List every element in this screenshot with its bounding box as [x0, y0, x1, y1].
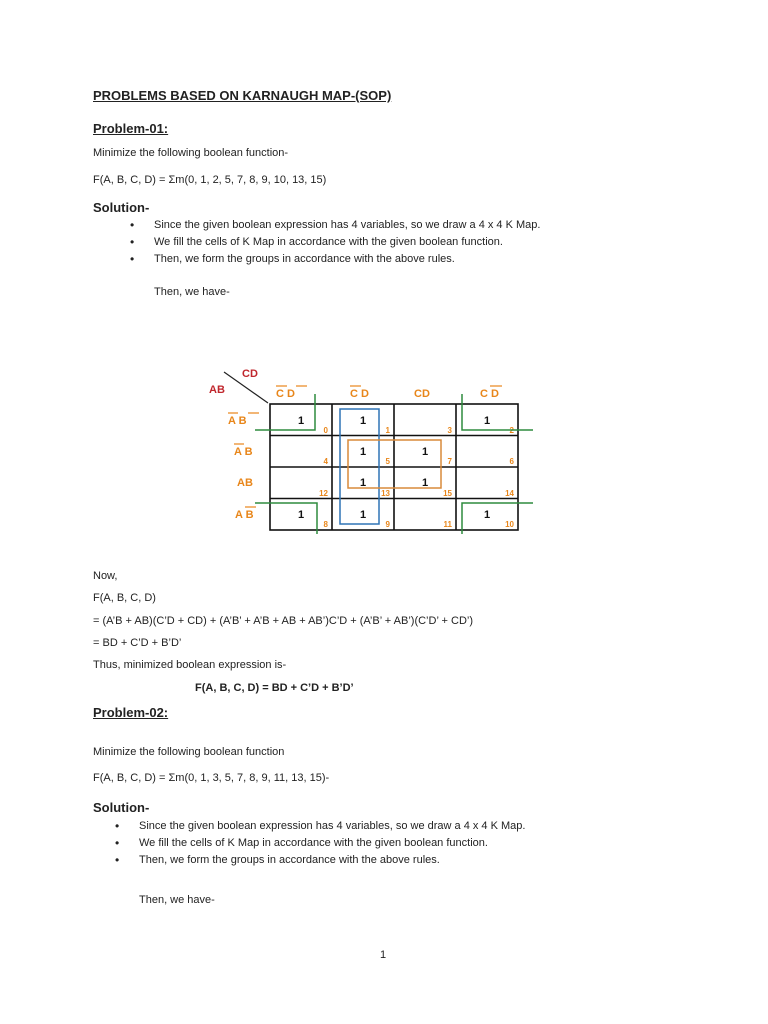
- kmap-cell-value: 1: [297, 415, 305, 427]
- page-number: 1: [380, 949, 387, 961]
- kmap-cell-value: 1: [359, 446, 367, 458]
- problem-01-step-2: = (A’B + AB)(C’D + CD) + (A’B’ + A’B + AB + AB’)C’D + (A’B’ + AB’)(C’D’ + CD’): [93, 615, 474, 627]
- kmap-cell-value: 1: [483, 415, 491, 427]
- kmap-col-headers: [276, 388, 499, 400]
- kmap-cell-index: 11: [443, 520, 452, 529]
- problem-01-solution-heading: Solution-: [93, 200, 150, 215]
- problem-01-step-3: = BD + C’D + B’D’: [93, 637, 182, 649]
- kmap-cell-index: 15: [443, 489, 452, 498]
- problem-02-prompt: Minimize the following boolean function: [93, 746, 285, 758]
- kmap-row-header: A B: [234, 446, 253, 458]
- kmap-cell-index: 5: [385, 457, 390, 466]
- kmap-cell-value: 1: [359, 415, 367, 427]
- kmap-cell-index: 13: [381, 489, 390, 498]
- kmap-cell-index: 4: [323, 457, 328, 466]
- problem-01-step-1: F(A, B, C, D): [93, 592, 156, 604]
- kmap-cell-index: 8: [323, 520, 328, 529]
- kmap-col-header: C D: [480, 388, 499, 400]
- kmap-cell-index: 14: [505, 489, 514, 498]
- kmap-cell-index: 6: [509, 457, 514, 466]
- kmap-cell-value: 1: [297, 509, 305, 521]
- problem-01-thus: Thus, minimized boolean expression is-: [93, 659, 287, 671]
- kmap-cell-index: 0: [323, 426, 328, 435]
- kmap-cell-value: 1: [483, 509, 491, 521]
- kmap-cell-value: 1: [359, 477, 367, 489]
- list-item: • Then, we form the groups in accordance with the above rules.: [154, 252, 540, 269]
- kmap-cell-index: 2: [509, 426, 514, 435]
- kmap-cell-index: 9: [385, 520, 390, 529]
- kmap-grid: [270, 404, 518, 530]
- kmap-cell-index: 12: [319, 489, 328, 498]
- kmap-cell-index: 7: [447, 457, 452, 466]
- kmap-col-var: CD: [242, 368, 258, 380]
- list-item: • Since the given boolean expression has 4 variables, so we draw a 4 x 4 K Map.: [139, 819, 525, 836]
- kmap-cell-value: 1: [359, 509, 367, 521]
- problem-01-result: F(A, B, C, D) = BD + C’D + B’D’: [195, 682, 354, 694]
- kmap-cell-value: 1: [421, 477, 429, 489]
- kmap-row-header: A B: [235, 509, 254, 521]
- kmap-col-header: C D: [350, 388, 369, 400]
- page-title: PROBLEMS BASED ON KARNAUGH MAP-(SOP): [93, 88, 392, 103]
- kmap-row-var: AB: [209, 384, 225, 396]
- kmap-row-header: AB: [237, 477, 253, 489]
- problem-01-prompt: Minimize the following boolean function-: [93, 147, 289, 159]
- kmap-cell-value: 1: [421, 446, 429, 458]
- list-item: • We fill the cells of K Map in accordance with the given boolean function.: [139, 836, 525, 853]
- problem-02-heading: Problem-02:: [93, 705, 169, 720]
- problem-01-then-we-have: Then, we have-: [154, 286, 230, 298]
- problem-02-function: F(A, B, C, D) = Σm(0, 1, 3, 5, 7, 8, 9, 11, 13, 15)-: [93, 772, 330, 784]
- kmap-col-header: C D: [276, 388, 295, 400]
- karnaugh-map: [200, 362, 540, 542]
- kmap-cell-index: 10: [505, 520, 514, 529]
- kmap-cell-index: 3: [447, 426, 452, 435]
- problem-02-then-we-have: Then, we have-: [139, 894, 215, 906]
- kmap-col-header: CD: [414, 388, 430, 400]
- problem-01-now: Now,: [93, 570, 118, 582]
- problem-01-function: F(A, B, C, D) = Σm(0, 1, 2, 5, 7, 8, 9, 10, 13, 15): [93, 174, 327, 186]
- list-item: • We fill the cells of K Map in accordance with the given boolean function.: [154, 235, 540, 252]
- list-item: • Since the given boolean expression has 4 variables, so we draw a 4 x 4 K Map.: [154, 218, 540, 235]
- list-item: • Then, we form the groups in accordance with the above rules.: [139, 853, 525, 870]
- kmap-row-overbars: [228, 413, 259, 507]
- problem-02-solution-heading: Solution-: [93, 800, 150, 815]
- problem-01-heading: Problem-01:: [93, 121, 169, 136]
- problem-01-bullets: [154, 218, 540, 269]
- kmap-cell-index: 1: [385, 426, 390, 435]
- problem-02-bullets: [139, 819, 525, 870]
- kmap-row-headers: [228, 415, 254, 521]
- kmap-row-header: A B: [228, 415, 247, 427]
